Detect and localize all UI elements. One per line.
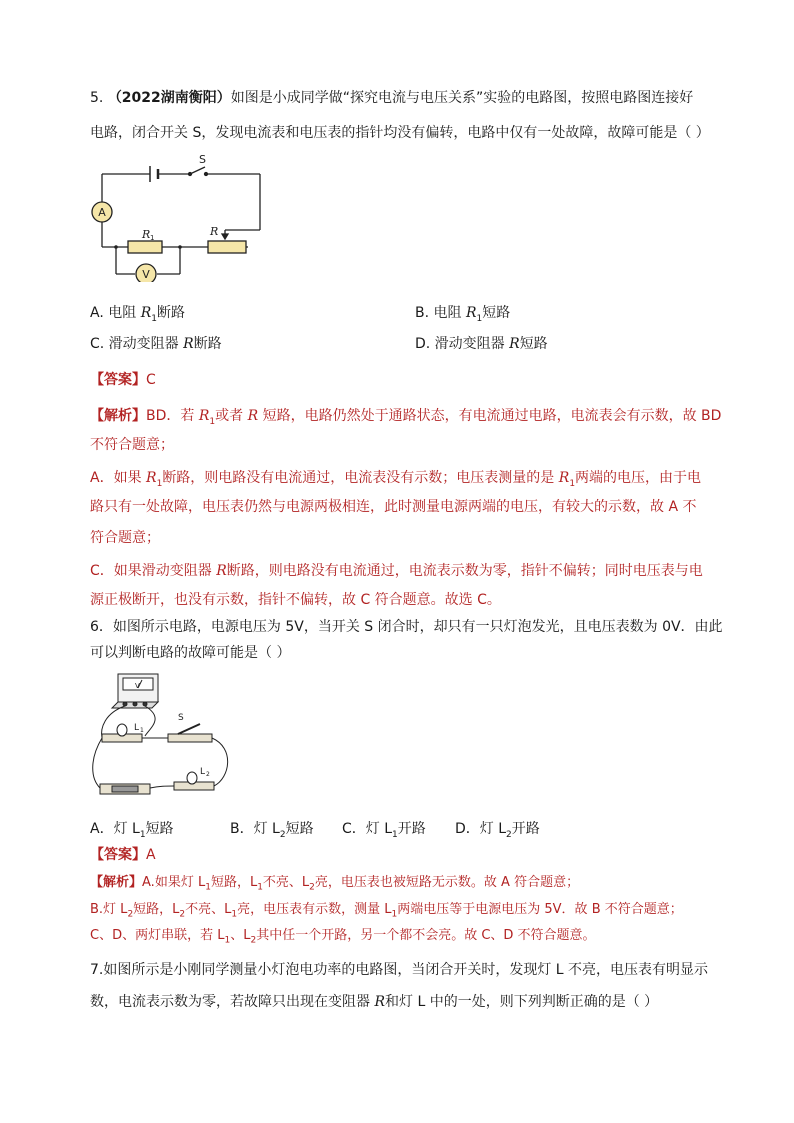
switch-label: S xyxy=(199,153,206,166)
q6-analysis-line3: C、D、两灯串联，若 $L_1$、$L_2$其中任一个开路，另一个都不会亮。故 C、D 不符合题意。 xyxy=(90,928,596,946)
r1-label-sub: 1 xyxy=(150,234,155,242)
q6-option-b: B．灯 $L_2$短路 xyxy=(230,821,314,840)
q6-option-a: A．灯 $L_1$短路 xyxy=(90,821,174,840)
q6-analysis-line1: 【解析】A.如果灯 $L_1$短路，$L_1$不亮、$L_2$亮，电压表也被短路无示数。故 A 符合题意； xyxy=(90,875,580,893)
q5-stem-line2: 电路，闭合开关 S，发现电流表和电压表的指针均没有偏转，电路中仅有一处故障，故障可能是（ ） xyxy=(90,125,710,141)
q6-option-c: C．灯 $L_1$开路 xyxy=(342,821,426,840)
q7-stem-line1: 7.如图所示是小刚同学测量小灯泡电功率的电路图，当闭合开关时，发现灯 L 不亮，电压表有明显示 xyxy=(90,962,709,978)
q6-stem-line2: 可以判断电路的故障可能是（ ） xyxy=(90,645,291,661)
q5-analysis-line3: A．如果 $R_1$断路，则电路没有电流通过，电流表没有示数；电压表测量的是 $R_1$两端的电压，由于电 xyxy=(90,470,702,489)
q6-answer: 【答案】A xyxy=(90,847,156,863)
q5-option-c: C. 滑动变阻器 R断路 xyxy=(90,336,222,352)
q5-source: （2022湖南衡阳） xyxy=(107,90,231,106)
meter-label: V xyxy=(135,682,140,690)
switch-label: S xyxy=(178,713,184,723)
l2-label-sub: 2 xyxy=(206,771,210,778)
q5-circuit-diagram xyxy=(88,152,288,282)
q5-text: 如图是小成同学做“探究电流与电压关系”实验的电路图，按照电路图连接好 xyxy=(230,90,694,106)
q5-option-d: D. 滑动变阻器 R短路 xyxy=(415,336,548,352)
q5-analysis-line7: 源正极断开，也没有示数，指针不偏转，故 C 符合题意。故选 C。 xyxy=(90,592,501,608)
q6-stem-line1: 6．如图所示电路，电源电压为 5V，当开关 S 闭合时，却只有一只灯泡发光，且电压表数为 0V．由此 xyxy=(90,619,723,635)
q5-option-a: A. 电阻 $R_1$断路 xyxy=(90,305,185,324)
q5-analysis-line1: 【解析】BD．若 $R_1$或者 R 短路，电路仍然处于通路状态，有电流通过电路，电流表会有示数，故 BD xyxy=(90,408,722,427)
l1-label-sub: 1 xyxy=(140,727,144,734)
q5-analysis-line4: 路只有一处故障，电压表仍然与电源两极相连，此时测量电源两端的电压，有较大的示数，故 A 不 xyxy=(90,499,697,515)
q5-analysis-line5: 符合题意； xyxy=(90,530,160,546)
q5-option-b: B. 电阻 $R_1$短路 xyxy=(415,305,511,324)
q5-analysis-line2: 不符合题意； xyxy=(90,437,174,453)
l1-label: L xyxy=(134,723,140,733)
r-label: R xyxy=(210,225,219,238)
q6-circuit-illustration xyxy=(90,668,240,808)
ammeter-label: A xyxy=(98,206,106,219)
q6-option-d: D．灯 $L_2$开路 xyxy=(455,821,540,840)
q7-stem-line2: 数，电流表示数为零，若故障只出现在变阻器 R和灯 L 中的一处，则下列判断正确的是（ ） xyxy=(90,994,659,1010)
q5-analysis-line6: C．如果滑动变阻器 R断路，则电路没有电流通过，电流表示数为零，指针不偏转；同时电压表与电 xyxy=(90,563,703,579)
q5-number: 5. xyxy=(90,90,108,106)
r1-label: R xyxy=(142,228,151,241)
voltmeter-label: V xyxy=(142,268,150,281)
l2-label: L xyxy=(200,767,206,777)
q5-stem-line1 xyxy=(90,88,710,108)
q6-analysis-line2: B.灯 $L_2$短路，$L_2$不亮、$L_1$亮，电压表有示数，测量 $L_1$两端电压等于电源电压为 5V．故 B 不符合题意； xyxy=(90,902,683,920)
q5-answer: 【答案】C xyxy=(90,372,156,388)
